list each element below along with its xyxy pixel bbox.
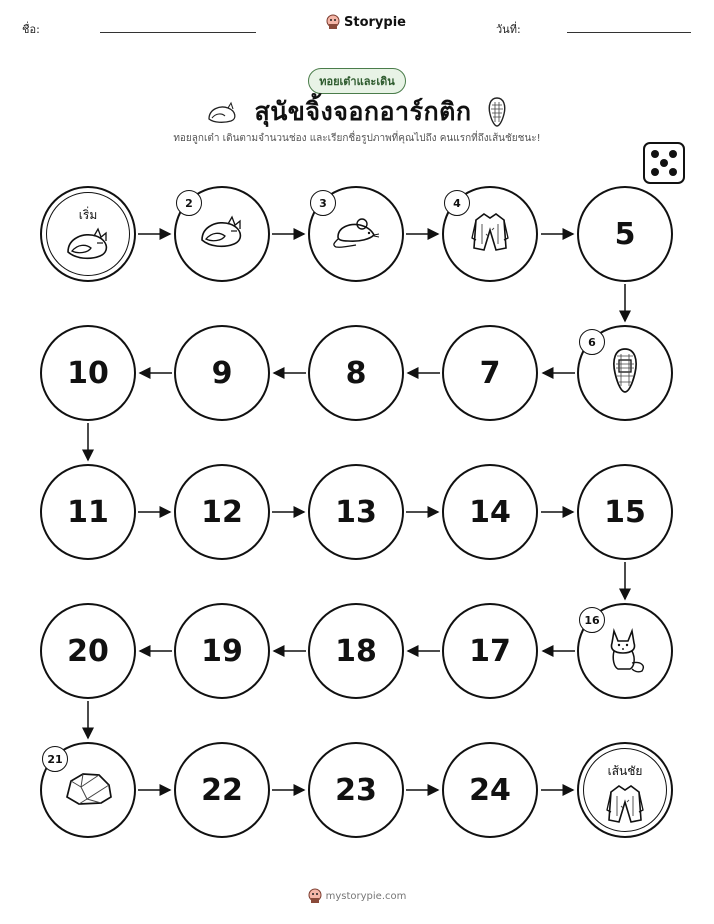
space-number-badge: 21 [42, 746, 68, 772]
board-space-5 [577, 186, 673, 282]
board-space-24 [442, 742, 538, 838]
footer [0, 888, 714, 904]
space-number-badge: 6 [579, 329, 605, 355]
game-type-badge: ทอยเต๋าและเดิน [308, 68, 406, 94]
board-space-7 [442, 325, 538, 421]
space-number: 13 [335, 494, 377, 530]
space-number: 9 [211, 355, 233, 391]
footer-url: mystorypie.com [325, 890, 407, 902]
space-number-badge: 3 [310, 190, 336, 216]
name-label: ชื่อ: [22, 23, 40, 36]
space-number: 8 [345, 355, 367, 391]
space-number: 5 [614, 216, 636, 252]
fur-coat-icon [605, 782, 645, 830]
board-space-14 [442, 464, 538, 560]
space-number: 15 [604, 494, 646, 530]
space-number: 20 [67, 633, 109, 669]
board-space-11 [40, 464, 136, 560]
mouse-icon [330, 215, 382, 253]
arctic-fox-icon [602, 625, 648, 677]
space-number: 11 [67, 494, 109, 530]
board-space-20 [40, 603, 136, 699]
space-number: 14 [469, 494, 511, 530]
board-space-19 [174, 603, 270, 699]
space-number: 17 [469, 633, 511, 669]
finish-space [577, 742, 673, 838]
storypie-mascot-icon [308, 888, 322, 904]
space-number: 10 [67, 355, 109, 391]
space-number-badge: 4 [444, 190, 470, 216]
board-space-15 [577, 464, 673, 560]
rock-icon [61, 769, 115, 811]
board-space-22 [174, 742, 270, 838]
board-space-13 [308, 464, 404, 560]
fur-coat-icon [470, 210, 510, 258]
date-label: วันที่: [496, 23, 521, 36]
board-space-8 [308, 325, 404, 421]
page-title: สุนัขจิ้งจอกอาร์กติก [254, 97, 472, 126]
snowshoe-icon [610, 346, 640, 400]
board-space-23 [308, 742, 404, 838]
sleeping-fox-icon [64, 226, 112, 266]
space-number: 12 [201, 494, 243, 530]
space-number: 19 [201, 633, 243, 669]
start-space [40, 186, 136, 282]
space-number: 22 [201, 772, 243, 808]
board-space-17 [442, 603, 538, 699]
board-space-9 [174, 325, 270, 421]
start-label: เริ่ม [78, 208, 98, 222]
space-number: 24 [469, 772, 511, 808]
board-space-10 [40, 325, 136, 421]
instructions-text: ทอยลูกเต๋า เดินตามจำนวนช่อง และเรียกชื่อรูปภาพที่คุณไปถึง คนแรกที่ถึงเส้นชัยชนะ! [173, 133, 541, 144]
finish-label: เส้นชัย [607, 764, 643, 778]
brand-name: Storypie [344, 14, 406, 30]
space-number-badge: 16 [579, 607, 605, 633]
board-space-12 [174, 464, 270, 560]
board-space-18 [308, 603, 404, 699]
space-number: 18 [335, 633, 377, 669]
space-number-badge: 2 [176, 190, 202, 216]
space-number: 23 [335, 772, 377, 808]
sleeping-fox-icon [198, 214, 246, 254]
space-number: 7 [479, 355, 501, 391]
